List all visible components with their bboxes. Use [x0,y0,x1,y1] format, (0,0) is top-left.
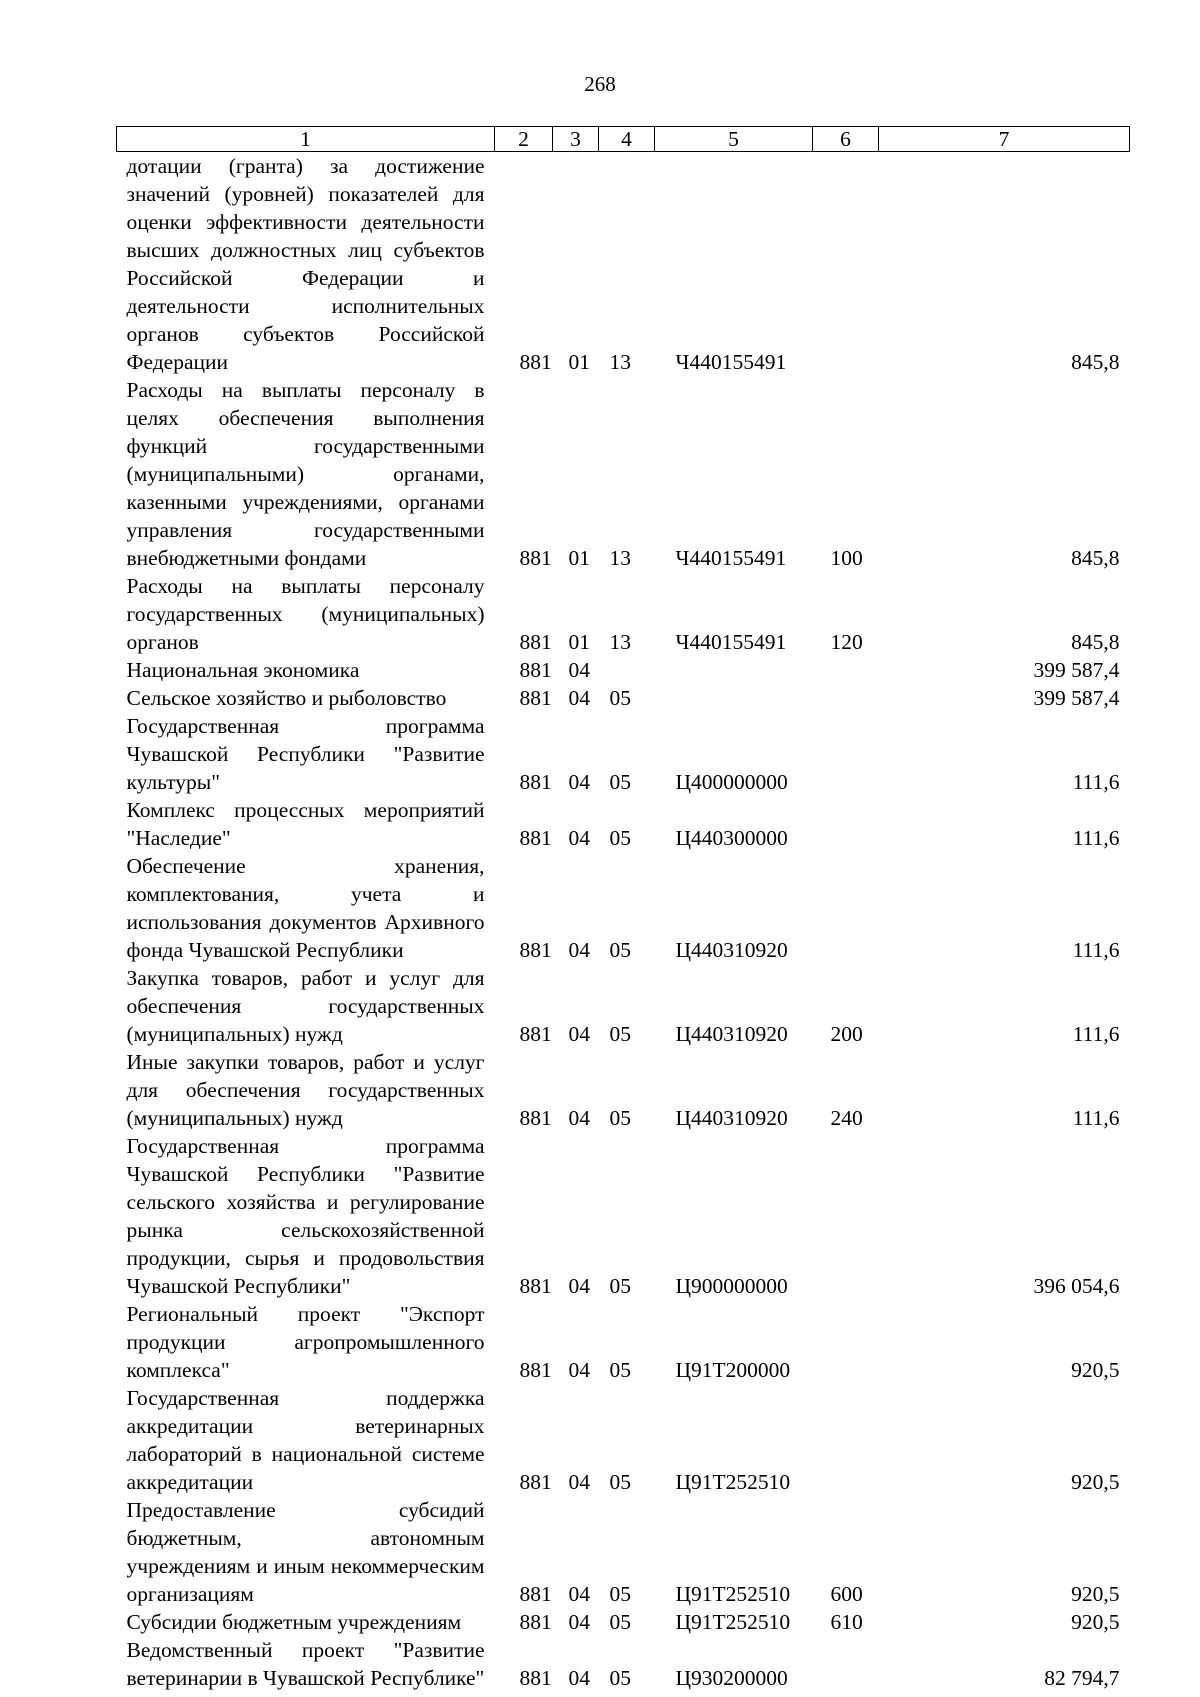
row-subsection-code: 05 [609,770,631,794]
row-name: Комплекс процессных мероприятий "Наследие" [126,798,485,850]
row-ministry-code: 881 [519,1358,552,1382]
table-row [117,572,1130,656]
row-name: Государственная программа Чувашской Республики "Развитие культуры" [126,714,485,794]
row-name: дотации (гранта) за достижение значений (уровней) показателей для оценки эффективности деятельности высших должностных лиц субъектов Российской Федерации и деятельности исполнительных органов субъектов Российской Федерации [126,154,485,374]
row-expense-type [813,796,879,852]
table-row [117,152,1130,377]
row-ministry-code: 881 [519,826,552,850]
row-amount: 845,8 [1071,630,1120,654]
row-expense-type: 100 [830,546,863,570]
row-target-article: Ц91Т200000 [675,1358,791,1382]
row-ministry-code: 881 [519,686,552,710]
row-amount: 111,6 [1072,1106,1120,1130]
row-target-article: Ц91Т252510 [675,1610,791,1634]
row-section-code: 04 [568,770,590,794]
row-name: Субсидии бюджетным учреждениям [126,1610,462,1634]
row-subsection-code: 05 [609,1610,631,1634]
row-subsection-code: 05 [609,686,631,710]
table-row [117,376,1130,572]
table-row [117,1608,1130,1636]
row-name: Расходы на выплаты персоналу государственных (муниципальных) органов [126,574,485,654]
row-ministry-code: 881 [519,630,552,654]
row-expense-type: 120 [830,630,863,654]
row-amount: 111,6 [1072,826,1120,850]
row-name: Расходы на выплаты персоналу в целях обеспечения выполнения функций государственными (муниципальными) органами, казенными учреждениями, органами управления государственными внебюджетными фондами [126,378,485,570]
row-expense-type [813,1132,879,1300]
row-name: Национальная экономика [126,658,360,682]
row-target-article: Ч440155491 [675,350,787,374]
row-section-code: 01 [568,350,590,374]
row-expense-type [813,1384,879,1496]
table-row [117,1132,1130,1300]
table-row [117,1384,1130,1496]
table-row [117,1048,1130,1132]
row-name: Государственная программа Чувашской Республики "Развитие сельского хозяйства и регулирование рынка сельскохозяйственной продукции, сырья и продовольствия Чувашской Республики" [126,1134,485,1298]
row-expense-type: 200 [830,1022,863,1046]
row-amount: 399 587,4 [1033,658,1120,682]
row-subsection-code: 05 [609,1106,631,1130]
header-col-3: 3 [553,127,599,152]
row-name: Иные закупки товаров, работ и услуг для обеспечения государственных (муниципальных) нужд [126,1050,485,1130]
row-section-code: 04 [568,1022,590,1046]
row-amount: 396 054,6 [1033,1274,1120,1298]
header-col-1: 1 [117,127,495,152]
row-ministry-code: 881 [519,350,552,374]
row-target-article: Ц900000000 [675,1274,788,1298]
row-expense-type [813,684,879,712]
row-subsection-code: 13 [609,350,631,374]
row-subsection-code: 05 [609,826,631,850]
header-col-2: 2 [495,127,553,152]
row-target-article: Ч440155491 [675,546,787,570]
row-expense-type [813,852,879,964]
row-ministry-code: 881 [519,1666,552,1690]
row-name: Обеспечение хранения, комплектования, учета и использования документов Архивного фонда Чувашской Республики [126,854,485,962]
row-subsection-code: 05 [609,1022,631,1046]
row-expense-type [813,152,879,377]
row-expense-type: 240 [830,1106,863,1130]
header-col-6: 6 [813,127,879,152]
row-amount: 111,6 [1072,938,1120,962]
row-name: Закупка товаров, работ и услуг для обеспечения государственных (муниципальных) нужд [126,966,485,1046]
row-subsection-code: 05 [609,1666,631,1690]
row-subsection-code: 05 [609,1274,631,1298]
row-expense-type [813,1300,879,1384]
row-name: Региональный проект "Экспорт продукции агропромышленного комплекса" [126,1302,485,1382]
row-amount: 82 794,7 [1044,1666,1120,1690]
row-ministry-code: 881 [519,546,552,570]
row-target-article [655,684,813,712]
row-subsection-code: 13 [609,630,631,654]
page-number: 268 [584,72,616,96]
header-col-5: 5 [655,127,813,152]
table-row [117,684,1130,712]
row-amount: 111,6 [1072,1022,1120,1046]
row-ministry-code: 881 [519,1582,552,1606]
row-ministry-code: 881 [519,1610,552,1634]
row-section-code: 04 [568,1106,590,1130]
row-amount: 920,5 [1071,1470,1120,1494]
row-ministry-code: 881 [519,658,552,682]
table-row [117,712,1130,796]
row-target-article: Ч440155491 [675,630,787,654]
row-name: Сельское хозяйство и рыболовство [126,686,447,710]
table-row [117,964,1130,1048]
row-target-article: Ц400000000 [675,770,788,794]
budget-table [116,126,1130,1692]
row-amount: 845,8 [1071,350,1120,374]
row-target-article: Ц440310920 [675,938,788,962]
row-amount: 845,8 [1071,546,1120,570]
row-amount: 111,6 [1072,770,1120,794]
row-section-code: 01 [568,546,590,570]
row-section-code: 04 [568,1274,590,1298]
table-row [117,852,1130,964]
row-expense-type [813,656,879,684]
table-row [117,656,1130,684]
row-expense-type: 600 [830,1582,863,1606]
row-expense-type [813,1636,879,1692]
table-body [117,152,1130,1693]
row-section-code: 04 [568,938,590,962]
row-section-code: 01 [568,630,590,654]
row-section-code: 04 [568,1582,590,1606]
row-subsection-code: 05 [609,938,631,962]
row-section-code: 04 [568,1358,590,1382]
row-name: Ведомственный проект "Развитие ветеринарии в Чувашской Республике" [126,1638,485,1690]
row-name: Государственная поддержка аккредитации ветеринарных лабораторий в национальной системе аккредитации [126,1386,485,1494]
row-target-article: Ц91Т252510 [675,1582,791,1606]
row-amount: 920,5 [1071,1610,1120,1634]
row-target-article: Ц930200000 [675,1666,788,1690]
row-subsection-code: 05 [609,1582,631,1606]
row-target-article: Ц440310920 [675,1106,788,1130]
header-col-7: 7 [879,127,1130,152]
row-amount: 920,5 [1071,1358,1120,1382]
row-section-code: 04 [568,686,590,710]
row-section-code: 04 [568,1610,590,1634]
table-row [117,1300,1130,1384]
row-ministry-code: 881 [519,938,552,962]
header-col-4: 4 [599,127,655,152]
row-target-article: Ц440310920 [675,1022,788,1046]
row-expense-type: 610 [830,1610,863,1634]
row-amount: 399 587,4 [1033,686,1120,710]
row-target-article: Ц440300000 [675,826,788,850]
row-subsection-code: 05 [609,1470,631,1494]
table-row [117,796,1130,852]
table-row [117,1496,1130,1608]
row-subsection-code: 05 [609,1358,631,1382]
row-section-code: 04 [568,658,590,682]
row-section-code: 04 [568,1666,590,1690]
row-ministry-code: 881 [519,1022,552,1046]
row-expense-type [813,712,879,796]
row-amount: 920,5 [1071,1582,1120,1606]
row-ministry-code: 881 [519,1106,552,1130]
row-subsection-code: 13 [609,546,631,570]
row-target-article [655,656,813,684]
row-target-article: Ц91Т252510 [675,1470,791,1494]
table-header-row [117,127,1130,152]
row-name: Предоставление субсидий бюджетным, автономным учреждениям и иным некоммерческим организациям [126,1498,485,1606]
row-section-code: 04 [568,826,590,850]
row-section-code: 04 [568,1470,590,1494]
row-subsection-code [599,656,655,684]
row-ministry-code: 881 [519,770,552,794]
table-row [117,1636,1130,1692]
row-ministry-code: 881 [519,1470,552,1494]
row-ministry-code: 881 [519,1274,552,1298]
